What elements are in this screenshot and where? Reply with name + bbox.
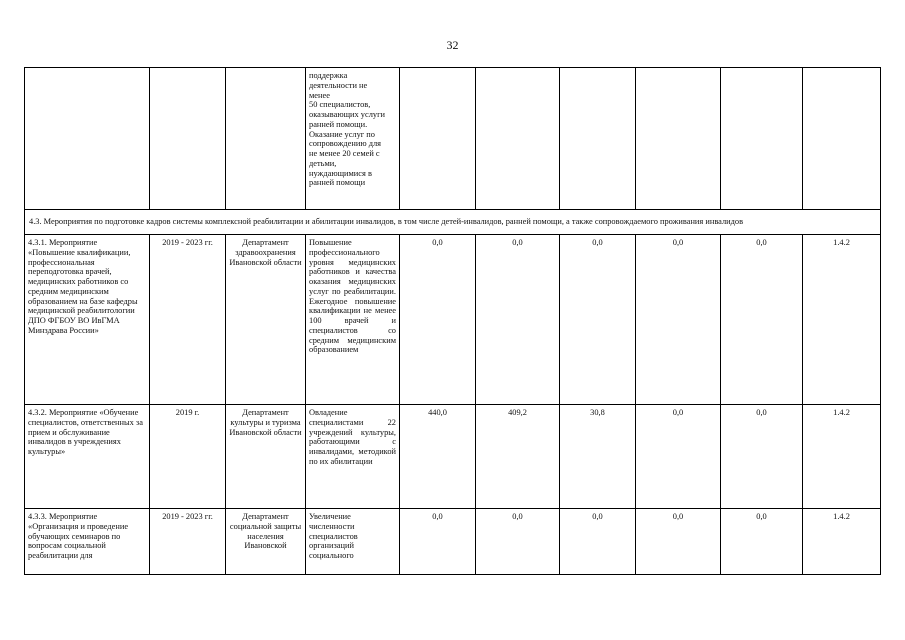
section-title: 4.3. Мероприятия по подготовке кадров системы комплексной реабилитации и абилитации инвалидов, в том числе детей-инвалидов, ранней помощи, а также сопровождаемого проживания инвалидов [25,210,881,235]
indicator-code: 1.4.2 [803,235,881,405]
measure-name: 4.3.2. Мероприятие «Обучение специалистов, ответственных за прием и обслуживание инвалидов в учреждениях культуры» [25,405,150,509]
result: Овладение специалистами 22 учреждений культуры, работающими с инвалидами, методикой по их абилитации [306,405,400,509]
value-3: 0,0 [560,235,636,405]
period: 2019 г. [150,405,226,509]
cell-empty [25,68,150,210]
section-row [25,210,881,235]
table-row [25,405,881,509]
measure-name: 4.3.1. Мероприятие «Повышение квалификации, профессиональная переподготовка врачей, медицинских работников со средним медицинским образованием на базе кафедры медицинской реабилитологии ДПО ФГБОУ ВО ИвГМА Минздрава России» [25,235,150,405]
cell-empty [636,68,721,210]
cell-empty [476,68,560,210]
value-2: 409,2 [476,405,560,509]
result-cell: поддержка деятельности не менее 50 специалистов, оказывающих услуги ранней помощи. Оказание услуг по сопровождению для не менее 20 семей с детьми, нуждающимися в ранней помощи [306,68,400,210]
period: 2019 - 2023 гг. [150,235,226,405]
table-row [25,509,881,575]
value-2: 0,0 [476,509,560,575]
value-5: 0,0 [721,509,803,575]
table-row [25,68,881,210]
value-4: 0,0 [636,509,721,575]
period: 2019 - 2023 гг. [150,509,226,575]
cell-empty [560,68,636,210]
value-2: 0,0 [476,235,560,405]
value-5: 0,0 [721,235,803,405]
value-1: 0,0 [400,235,476,405]
table-row [25,235,881,405]
value-4: 0,0 [636,405,721,509]
measure-name: 4.3.3. Мероприятие «Организация и проведение обучающих семинаров по вопросам социальной реабилитации для [25,509,150,575]
program-table [24,67,881,575]
cell-empty [150,68,226,210]
value-1: 440,0 [400,405,476,509]
cell-empty [400,68,476,210]
executor: Департамент здравоохранения Ивановской области [226,235,306,405]
executor: Департамент социальной защиты населения Ивановской [226,509,306,575]
result: Повышение профессионального уровня медицинских работников и качества оказания медицинских услуг по реабилитации. Ежегодное повышение квалификации не менее 100 врачей и специалистов со средним медицинским образованием [306,235,400,405]
result: Увеличение численности специалистов организаций социального [306,509,400,575]
value-3: 0,0 [560,509,636,575]
indicator-code: 1.4.2 [803,509,881,575]
cell-empty [226,68,306,210]
value-3: 30,8 [560,405,636,509]
page-number: 32 [446,38,459,52]
indicator-code: 1.4.2 [803,405,881,509]
executor: Департамент культуры и туризма Ивановской области [226,405,306,509]
value-1: 0,0 [400,509,476,575]
cell-empty [721,68,803,210]
value-4: 0,0 [636,235,721,405]
cell-empty [803,68,881,210]
value-5: 0,0 [721,405,803,509]
